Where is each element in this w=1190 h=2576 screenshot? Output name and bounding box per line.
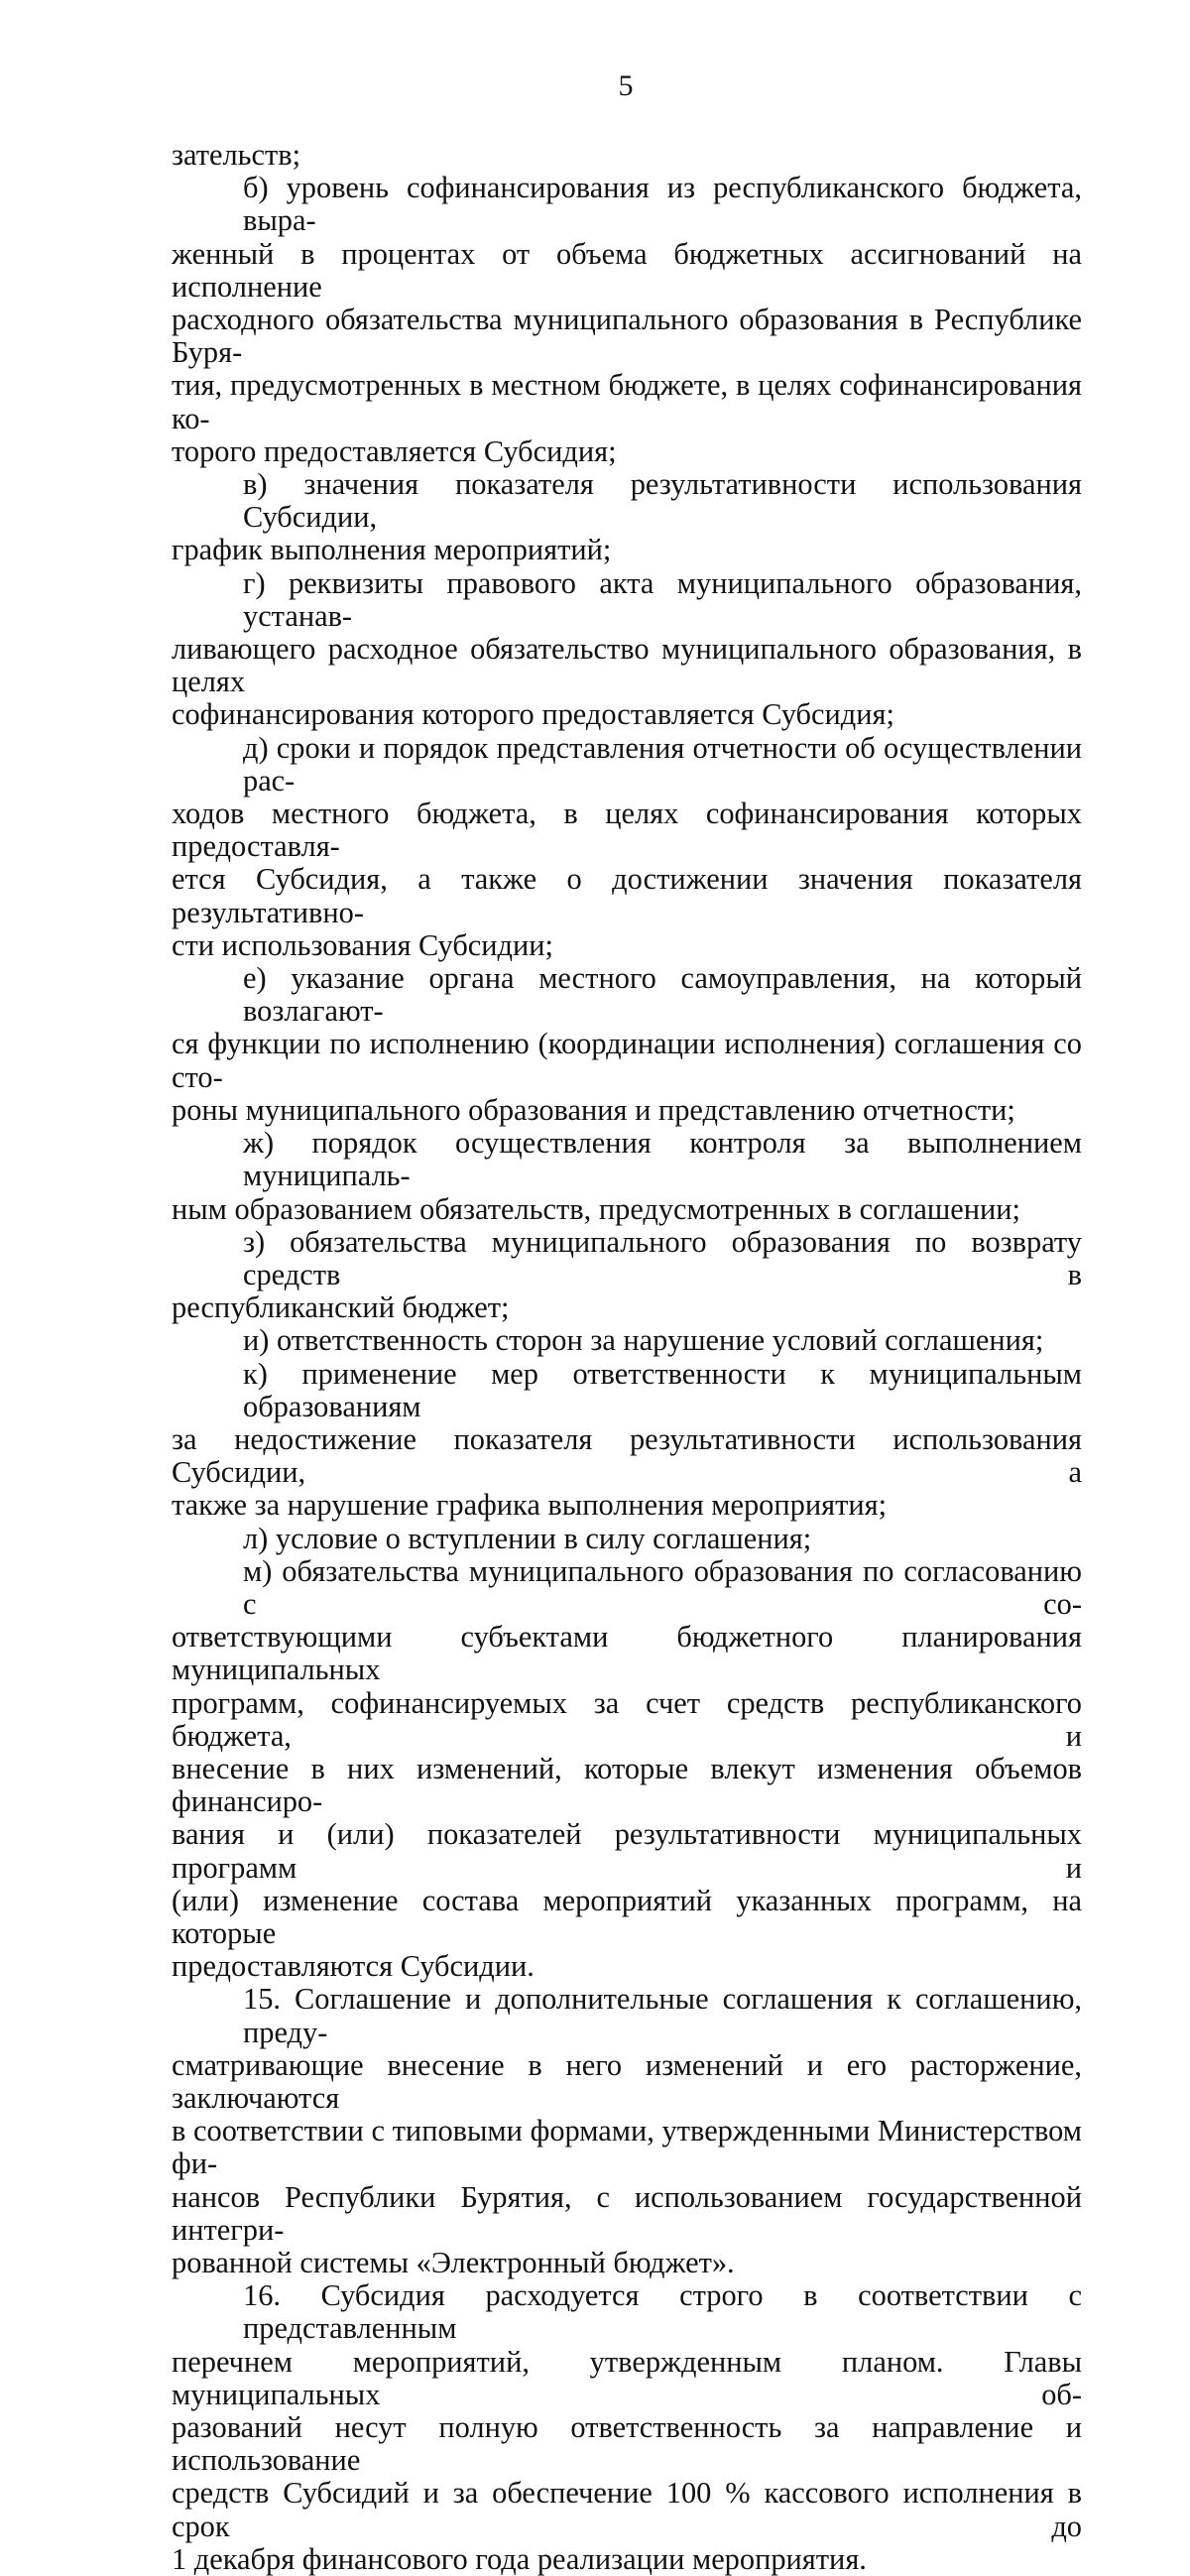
list-item-i-line: и) ответственность сторон за нарушение условий соглашения; xyxy=(243,1323,1044,1358)
text-line: ливающего расходное обязательство муниципального образования, в целях xyxy=(172,632,1082,699)
text-line: расходного обязательства муниципального образования в Республике Буря- xyxy=(172,303,1082,370)
list-item-zh-line: ж) порядок осуществления контроля за выполнением муниципаль- xyxy=(243,1126,1082,1193)
list-item-v-line: в) значения показателя результативности использования Субсидии, xyxy=(243,467,1082,535)
text-line: за недостижение показателя результативности использования Субсидии, а xyxy=(172,1421,1082,1490)
text-line: республиканский бюджет; xyxy=(172,1290,510,1325)
text-line: ответствующими субъектами бюджетного планирования муниципальных xyxy=(172,1620,1082,1687)
text-line: ся функции по исполнению (координации исполнения) соглашения со сто- xyxy=(172,1027,1082,1094)
text-line: рованной системы «Электронный бюджет». xyxy=(172,2246,735,2279)
text-line: ходов местного бюджета, в целях софинансирования которых предоставля- xyxy=(172,797,1082,864)
paragraph-16-line: 16. Субсидия расходуется строго в соответствии с представленным xyxy=(243,2278,1082,2346)
document-body xyxy=(172,139,1082,2576)
text-line: предоставляются Субсидии. xyxy=(172,1949,535,1984)
text-line: ется Субсидия, а также о достижении значения показателя результативно- xyxy=(172,862,1082,929)
text-line: тия, предусмотренных в местном бюджете, в целях софинансирования ко- xyxy=(172,368,1082,435)
text-line: внесение в них изменений, которые влекут изменения объемов финансиро- xyxy=(172,1751,1082,1819)
text-line: перечнем мероприятий, утвержденным планом. Главы муниципальных об- xyxy=(172,2344,1082,2411)
list-item-z-line: з) обязательства муниципального образования по возврату средств в xyxy=(243,1224,1082,1291)
text-line: роны муниципального образования и представлению отчетности; xyxy=(172,1092,1015,1127)
text-line: нансов Республики Бурятия, с использованием государственной интегри- xyxy=(172,2179,1082,2247)
text-line: женный в процентах от объема бюджетных ассигнований на исполнение xyxy=(172,236,1082,304)
page-number: 5 xyxy=(618,69,634,102)
text-line: торого предоставляется Субсидия; xyxy=(172,433,617,468)
text-line: средств Субсидий и за обеспечение 100 % кассового исполнения в срок до xyxy=(172,2476,1082,2543)
text-line: софинансирования которого предоставляется Субсидия; xyxy=(172,697,894,732)
list-item-e-line: е) указание органа местного самоуправления, на который возлагают- xyxy=(243,961,1082,1029)
list-item-k-line: к) применение мер ответственности к муниципальным образованиям xyxy=(243,1356,1082,1423)
paragraph-15-line: 15. Соглашение и дополнительные соглашения к соглашению, преду- xyxy=(243,1982,1082,2049)
text-line: сти использования Субсидии; xyxy=(172,927,553,962)
text-line: зательств; xyxy=(172,138,301,172)
text-line: разований несут полную ответственность за направление и использование xyxy=(172,2410,1082,2478)
list-item-l-line: л) условие о вступлении в силу соглашения; xyxy=(243,1521,812,1555)
text-line: сматривающие внесение в него изменений и его расторжение, заключаются xyxy=(172,2047,1082,2115)
list-item-b-line: б) уровень софинансирования из республиканского бюджета, выра- xyxy=(243,171,1082,238)
text-line: вания и (или) показателей результативности муниципальных программ и xyxy=(172,1817,1082,1885)
text-line: (или) изменение состава мероприятий указанных программ, на которые xyxy=(172,1883,1082,1950)
text-line: программ, софинансируемых за счет средств республиканского бюджета, и xyxy=(172,1685,1082,1753)
text-line: также за нарушение графика выполнения мероприятия; xyxy=(172,1488,888,1523)
text-line: график выполнения мероприятий; xyxy=(172,533,612,567)
list-item-m-line: м) обязательства муниципального образования по согласованию с со- xyxy=(243,1553,1082,1621)
text-line: в соответствии с типовыми формами, утвержденными Министерством фи- xyxy=(172,2114,1082,2181)
text-line: ным образованием обязательств, предусмотренных в соглашении; xyxy=(172,1191,1020,1226)
list-item-g-line: г) реквизиты правового акта муниципального образования, устанав- xyxy=(243,565,1082,633)
text-line: 1 декабря финансового года реализации мероприятия. xyxy=(172,2541,867,2576)
list-item-d-line: д) сроки и порядок представления отчетности об осуществлении рас- xyxy=(243,730,1082,797)
